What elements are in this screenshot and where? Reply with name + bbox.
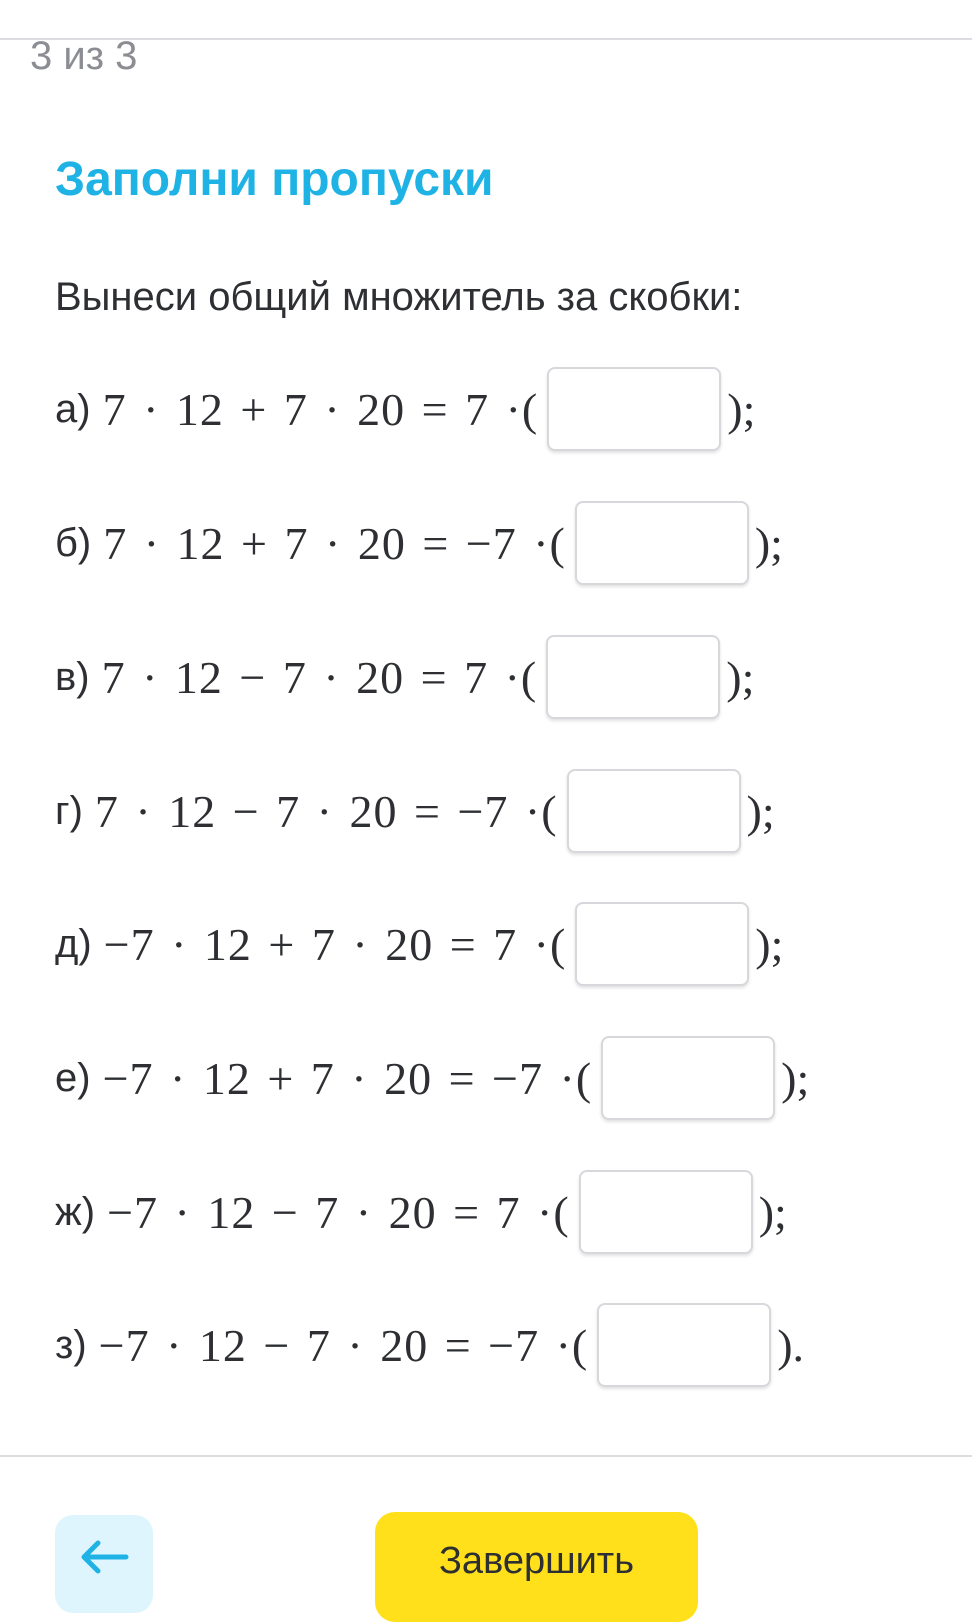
close-paren: ). (777, 1319, 805, 1371)
open-paren: ( (553, 1186, 569, 1238)
back-button[interactable] (55, 1515, 153, 1613)
answer-input-g[interactable] (567, 769, 741, 853)
exercise-row-b (55, 497, 783, 589)
math-expression: 7 · 12 − 7 · 20 = −7 · (94, 785, 542, 837)
item-label: б) (55, 520, 92, 565)
exercise-row-e (55, 1032, 809, 1124)
task-instruction: Вынеси общий множитель за скобки: (55, 275, 743, 319)
item-label: в) (55, 654, 90, 699)
open-paren: ( (521, 383, 538, 435)
answer-input-b[interactable] (575, 501, 749, 585)
answer-input-zh[interactable] (579, 1170, 753, 1254)
close-paren: ); (754, 517, 783, 569)
finish-button[interactable] (375, 1512, 698, 1622)
item-label: з) (55, 1322, 87, 1367)
open-paren: ( (541, 785, 557, 837)
math-expression: −7 · 12 + 7 · 20 = 7 · (103, 918, 550, 970)
answer-input-z[interactable] (597, 1303, 771, 1387)
close-paren: ); (758, 1186, 787, 1238)
open-paren: ( (575, 1052, 592, 1104)
math-expression: −7 · 12 − 7 · 20 = −7 · (98, 1319, 572, 1371)
bottom-divider (0, 1455, 972, 1457)
exercise-row-v (55, 631, 754, 723)
exercise-row-g (55, 765, 775, 857)
top-divider (0, 38, 972, 40)
math-expression: 7 · 12 + 7 · 20 = −7 · (103, 517, 550, 569)
close-paren: ); (781, 1052, 810, 1104)
exercise-row-a (55, 363, 755, 455)
math-expression: 7 · 12 + 7 · 20 = 7 · (102, 383, 522, 435)
close-paren: ); (726, 651, 755, 703)
finish-button-label: Завершить (438, 1540, 635, 1582)
close-paren: ); (755, 918, 784, 970)
open-paren: ( (520, 651, 537, 703)
answer-input-e[interactable] (601, 1036, 775, 1120)
open-paren: ( (549, 918, 566, 970)
math-expression: 7 · 12 − 7 · 20 = 7 · (101, 651, 521, 703)
answer-input-a[interactable] (547, 367, 721, 451)
answer-input-d[interactable] (575, 902, 749, 986)
exercise-row-d (55, 898, 783, 990)
close-paren: ); (727, 383, 756, 435)
answer-input-v[interactable] (546, 635, 720, 719)
item-label: д) (55, 921, 92, 966)
close-paren: ); (746, 785, 775, 837)
item-label: ж) (55, 1189, 96, 1234)
arrow-left-icon (76, 1537, 132, 1577)
item-label: а) (55, 386, 91, 431)
task-title: Заполни пропуски (55, 153, 494, 206)
progress-counter: 3 из 3 (30, 34, 138, 78)
math-expression: −7 · 12 + 7 · 20 = −7 · (102, 1052, 576, 1104)
exercise-row-z (55, 1299, 804, 1391)
item-label: е) (55, 1055, 91, 1100)
open-paren: ( (571, 1319, 588, 1371)
open-paren: ( (549, 517, 565, 569)
item-label: г) (55, 788, 83, 833)
exercise-row-zh (55, 1166, 787, 1258)
math-expression: −7 · 12 − 7 · 20 = 7 · (107, 1186, 554, 1238)
